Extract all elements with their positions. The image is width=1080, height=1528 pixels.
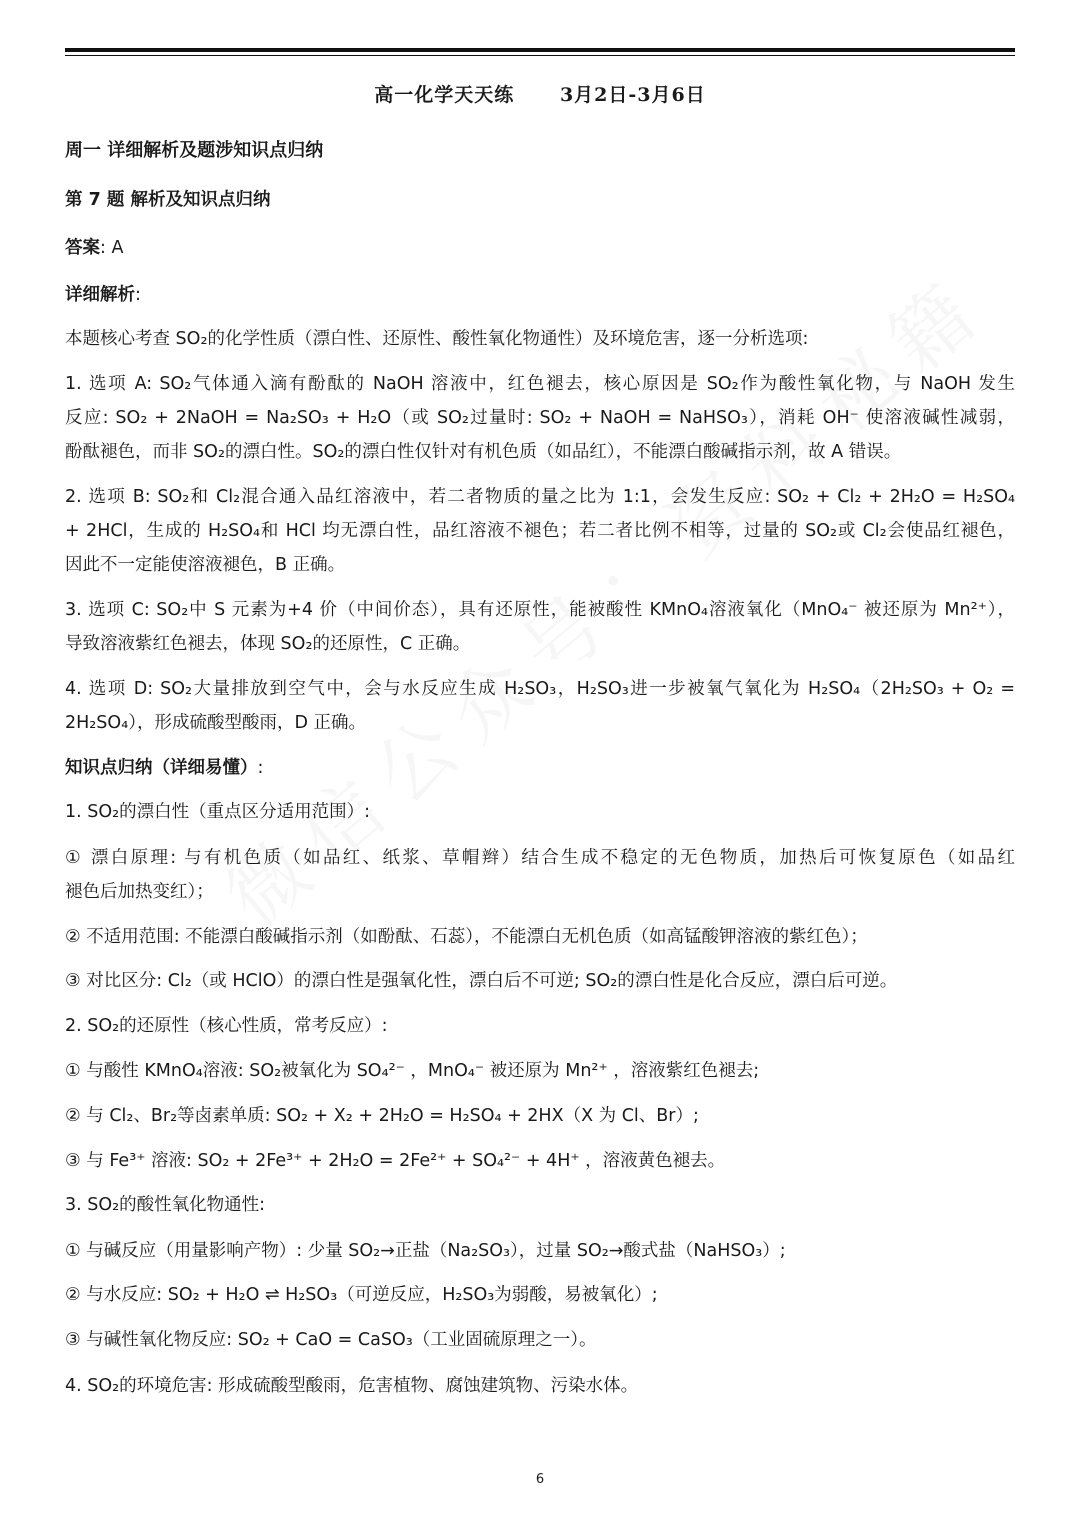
knowledge-line: ③ 对比区分: Cl₂（或 HClO）的漂白性是强氧化性，漂白后不可逆; SO₂的漂白性是化合反应，漂白后可逆。 [65,971,898,991]
question-heading: 第 7 题 解析及知识点归纳 [65,190,271,210]
option-b-line-3: 因此不一定能使溶液褪色，B 正确。 [65,555,346,575]
header-rule-thin [65,55,1015,56]
option-b-line-2: + 2HCl，生成的 H₂SO₄和 HCl 均无漂白性，品红溶液不褪色；若二者比例不相等，过量的 SO₂或 Cl₂会使品红褪色， [65,521,1015,541]
option-c-line-2: 导致溶液紫红色褪去，体现 SO₂的还原性，C 正确。 [65,634,471,654]
knowledge-line: 4. SO₂的环境危害: 形成硫酸型酸雨，危害植物、腐蚀建筑物、污染水体。 [65,1376,639,1396]
knowledge-line: ① 与酸性 KMnO₄溶液: SO₂被氧化为 SO₄²⁻ ，MnO₄⁻ 被还原为 Mn²⁺ ，溶液紫红色褪去; [65,1061,760,1081]
knowledge-heading [65,757,263,779]
intro-line: 本题核心考查 SO₂的化学性质（漂白性、还原性、酸性氧化物通性）及环境危害，逐一分析选项: [65,329,809,349]
knowledge-line: ① 漂白原理: 与有机色质（如品红、纸浆、草帽辫）结合生成不稳定的无色物质，加热后可恢复原色（如品红 [65,848,1015,868]
analysis-heading [65,284,141,306]
answer-value: : A [100,238,124,258]
analysis-heading-text: 详细解析 [65,285,135,305]
page-title: 高一化学天天练 3月2日-3月6日 [374,84,706,106]
knowledge-line: 1. SO₂的漂白性（重点区分适用范围）: [65,802,371,822]
option-a-line-1: 1. 选项 A: SO₂气体通入滴有酚酞的 NaOH 溶液中，红色褪去，核心原因是 SO₂作为酸性氧化物，与 NaOH 发生 [65,374,1015,394]
knowledge-heading-colon: : [257,758,264,778]
knowledge-line: ② 与水反应: SO₂ + H₂O ⇌ H₂SO₃（可逆反应，H₂SO₃为弱酸，易被氧化）; [65,1285,658,1305]
knowledge-line: ③ 与碱性氧化物反应: SO₂ + CaO = CaSO₃（工业固硫原理之一）。 [65,1330,597,1350]
answer-line [65,237,123,259]
page-number: 6 [535,1472,545,1487]
knowledge-heading-text: 知识点归纳（详细易懂） [65,758,258,778]
option-a-line-2: 反应: SO₂ + 2NaOH = Na₂SO₃ + H₂O（或 SO₂过量时: SO₂ + NaOH = NaHSO₃），消耗 OH⁻ 使溶液碱性减弱， [65,408,1015,428]
option-b-line-1: 2. 选项 B: SO₂和 Cl₂混合通入品红溶液中，若二者物质的量之比为 1:1，会发生反应: SO₂ + Cl₂ + 2H₂O = H₂SO₄ [65,487,1015,507]
header-rule-thick [65,48,1015,52]
option-a-line-3: 酚酞褪色，而非 SO₂的漂白性。SO₂的漂白性仅针对有机色质（如品红），不能漂白酸碱指示剂，故 A 错误。 [65,442,902,462]
option-d-line-2: 2H₂SO₄），形成硫酸型酸雨，D 正确。 [65,713,366,733]
knowledge-line: ③ 与 Fe³⁺ 溶液: SO₂ + 2Fe³⁺ + 2H₂O = 2Fe²⁺ + SO₄²⁻ + 4H⁺ ，溶液黄色褪去。 [65,1151,726,1171]
knowledge-line: 3. SO₂的酸性氧化物通性: [65,1195,266,1215]
knowledge-line: ② 与 Cl₂、Br₂等卤素单质: SO₂ + X₂ + 2H₂O = H₂SO₄ + 2HX（X 为 Cl、Br）; [65,1106,699,1126]
analysis-heading-colon: : [135,285,141,305]
knowledge-line: ① 与碱反应（用量影响产物）: 少量 SO₂→正盐（Na₂SO₃），过量 SO₂→酸式盐（NaHSO₃）; [65,1241,786,1261]
option-c-line-1: 3. 选项 C: SO₂中 S 元素为+4 价（中间价态），具有还原性，能被酸性 KMnO₄溶液氧化（MnO₄⁻ 被还原为 Mn²⁺）， [65,600,1015,620]
knowledge-line: 褪色后加热变红）； [65,882,214,902]
section-heading: 周一 详细解析及题涉知识点归纳 [65,140,324,161]
answer-label: 答案 [65,238,100,258]
knowledge-line: ② 不适用范围: 不能漂白酸碱指示剂（如酚酞、石蕊），不能漂白无机色质（如高锰酸钾溶液的紫红色）； [65,927,868,947]
knowledge-line: 2. SO₂的还原性（核心性质，常考反应）: [65,1016,388,1036]
option-d-line-1: 4. 选项 D: SO₂大量排放到空气中，会与水反应生成 H₂SO₃，H₂SO₃进一步被氧气氧化为 H₂SO₄（2H₂SO₃ + O₂ = [65,679,1015,699]
